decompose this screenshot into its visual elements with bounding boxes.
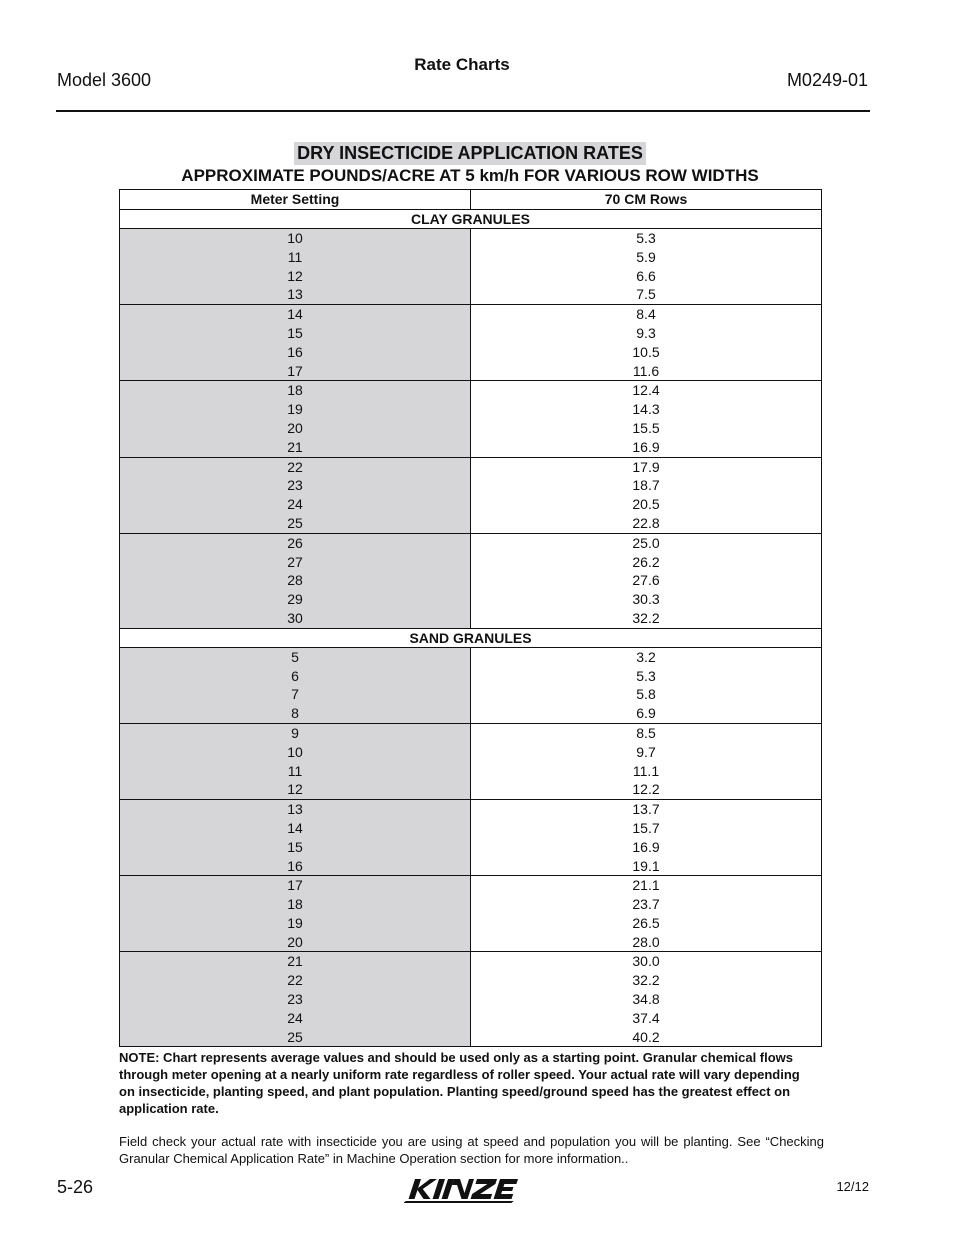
- rate-cell: 16.9: [632, 438, 660, 455]
- rate-cell: 18.7: [632, 477, 660, 494]
- field-check-text: Field check your actual rate with insecticide you are using at speed and population you will be planting. See “Checking Granular Chemical Application Rate” in Machine Operation section for more information..: [119, 1134, 824, 1166]
- meter-setting-cell: 14: [287, 819, 303, 836]
- table-row-group: [120, 534, 821, 629]
- chart-subtitle: APPROXIMATE POUNDS/ACRE AT 5 km/h FOR VARIOUS ROW WIDTHS: [181, 166, 759, 185]
- rate-cell: 26.5: [632, 914, 660, 931]
- rate-cell: 6.6: [636, 267, 656, 284]
- meter-setting-cell: 6: [291, 667, 299, 684]
- meter-setting-column: [120, 876, 470, 951]
- kinze-logo-mark: [404, 1176, 522, 1204]
- rate-cell: 11.6: [632, 362, 660, 379]
- meter-setting-column: [120, 800, 470, 875]
- rate-cell: 9.7: [636, 743, 656, 760]
- table-row-group: [120, 876, 821, 952]
- rate-cell: 37.4: [632, 1009, 660, 1026]
- section-label: SAND GRANULES: [120, 629, 821, 648]
- rate-cell: 16.9: [632, 838, 660, 855]
- rate-cell: 22.8: [632, 514, 660, 531]
- table-row-group: [120, 800, 821, 876]
- rate-cell: 32.2: [632, 972, 660, 989]
- rate-cell: 19.1: [632, 857, 660, 874]
- rate-cell: 26.2: [632, 553, 660, 570]
- title-wrap: [0, 142, 940, 165]
- meter-setting-cell: 20: [287, 933, 303, 950]
- meter-setting-column: [120, 381, 470, 456]
- meter-setting-cell: 25: [287, 514, 303, 531]
- rate-cell: 11.1: [632, 762, 660, 779]
- meter-setting-column: [120, 305, 470, 380]
- meter-setting-cell: 21: [287, 953, 303, 970]
- rate-cell: 15.5: [632, 419, 660, 436]
- col-header-rows: 70 CM Rows: [470, 190, 821, 209]
- meter-setting-cell: 18: [287, 382, 303, 399]
- meter-setting-cell: 16: [287, 343, 303, 360]
- meter-setting-cell: 5: [291, 648, 299, 665]
- rate-cell: 17.9: [632, 458, 660, 475]
- rate-column: [470, 229, 821, 304]
- rate-cell: 6.9: [636, 705, 656, 722]
- meter-setting-cell: 22: [287, 458, 303, 475]
- header-rule: [56, 110, 870, 112]
- meter-setting-cell: 7: [291, 686, 299, 703]
- rate-cell: 25.0: [632, 534, 660, 551]
- meter-setting-cell: 17: [287, 877, 303, 894]
- meter-setting-cell: 15: [287, 324, 303, 341]
- meter-setting-cell: 22: [287, 972, 303, 989]
- meter-setting-cell: 15: [287, 838, 303, 855]
- note-text: NOTE: Chart represents average values and should be used only as a starting point. Granular chemical flows through meter opening at a nearly uniform rate regardless of roller speed. Your actual rate will vary depending on insecticide, planting speed, and plant population. Planting speed/ground speed has the greatest effect on application rate.: [119, 1050, 800, 1116]
- meter-setting-cell: 12: [287, 267, 303, 284]
- col-header-meter: Meter Setting: [250, 191, 340, 207]
- chart-title: DRY INSECTICIDE APPLICATION RATES: [294, 142, 646, 165]
- meter-setting-cell: 16: [287, 857, 303, 874]
- meter-setting-column: [120, 458, 470, 533]
- rate-cell: 8.4: [636, 306, 656, 323]
- header-doc-id: M0249-01: [786, 70, 868, 90]
- meter-setting-cell: 18: [287, 896, 303, 913]
- rate-cell: 23.7: [632, 896, 660, 913]
- rate-cell: 10.5: [632, 343, 660, 360]
- meter-setting-cell: 10: [287, 743, 303, 760]
- rate-column: [470, 534, 821, 628]
- rate-cell: 14.3: [632, 401, 660, 418]
- meter-setting-cell: 14: [287, 306, 303, 323]
- rate-cell: 40.2: [632, 1028, 660, 1045]
- table-row-group: [120, 458, 821, 534]
- rate-column: [470, 648, 821, 723]
- header-model: Model 3600: [57, 70, 152, 90]
- rate-column: [470, 876, 821, 951]
- table-row-group: [120, 305, 821, 381]
- meter-setting-cell: 8: [291, 705, 299, 722]
- rate-cell: 9.3: [636, 324, 656, 341]
- meter-setting-cell: 25: [287, 1028, 303, 1045]
- meter-setting-cell: 13: [287, 801, 303, 818]
- rate-cell: 27.6: [632, 572, 660, 589]
- rate-cell: 8.5: [636, 724, 656, 741]
- meter-setting-column: [120, 229, 470, 304]
- meter-setting-cell: 19: [287, 401, 303, 418]
- rate-cell: 34.8: [632, 991, 660, 1008]
- rate-column: [470, 458, 821, 533]
- rate-cell: 30.0: [632, 953, 660, 970]
- meter-setting-cell: 30: [287, 609, 303, 626]
- meter-setting-cell: 28: [287, 572, 303, 589]
- rate-cell: 12.4: [632, 382, 660, 399]
- rate-table: [119, 189, 822, 1047]
- table-row-group: [120, 648, 821, 724]
- meter-setting-cell: 19: [287, 914, 303, 931]
- meter-setting-cell: 13: [287, 286, 303, 303]
- meter-setting-cell: 23: [287, 991, 303, 1008]
- rate-cell: 13.7: [632, 801, 660, 818]
- rate-cell: 5.8: [636, 686, 656, 703]
- rate-column: [470, 305, 821, 380]
- section-label: CLAY GRANULES: [120, 210, 821, 229]
- meter-setting-cell: 21: [287, 438, 303, 455]
- meter-setting-cell: 26: [287, 534, 303, 551]
- meter-setting-cell: 10: [287, 230, 303, 246]
- meter-setting-cell: 24: [287, 1009, 303, 1026]
- meter-setting-cell: 23: [287, 477, 303, 494]
- page-number: 5-26: [57, 1177, 94, 1197]
- meter-setting-column: [120, 724, 470, 799]
- table-row-group: [120, 724, 821, 800]
- meter-setting-cell: 12: [287, 781, 303, 798]
- rate-column: [470, 800, 821, 875]
- meter-setting-column: [120, 952, 470, 1046]
- meter-setting-column: [120, 648, 470, 723]
- kinze-logo: [404, 1176, 522, 1209]
- rate-cell: 28.0: [632, 933, 660, 950]
- table-row-group: [120, 381, 821, 457]
- rate-cell: 21.1: [632, 877, 660, 894]
- rate-cell: 20.5: [632, 496, 660, 513]
- meter-setting-cell: 17: [287, 362, 303, 379]
- meter-setting-cell: 29: [287, 591, 303, 608]
- rate-cell: 3.2: [636, 648, 656, 665]
- meter-setting-cell: 11: [287, 762, 303, 779]
- table-header-row: [120, 190, 821, 210]
- revision-date: 12/12: [836, 1179, 869, 1194]
- rate-cell: 5.3: [636, 667, 656, 684]
- rate-cell: 12.2: [632, 781, 660, 798]
- rate-column: [470, 381, 821, 456]
- rate-column: [470, 724, 821, 799]
- rate-cell: 32.2: [632, 609, 660, 626]
- rate-cell: 5.9: [636, 248, 656, 265]
- meter-setting-cell: 9: [291, 724, 299, 741]
- rate-cell: 5.3: [636, 230, 656, 246]
- rate-cell: 30.3: [632, 591, 660, 608]
- table-row-group: [120, 952, 821, 1046]
- table-row-group: [120, 229, 821, 305]
- rate-column: [470, 952, 821, 1046]
- header-section-title: Rate Charts: [414, 55, 510, 74]
- meter-setting-cell: 11: [287, 248, 303, 265]
- meter-setting-cell: 27: [287, 553, 303, 570]
- rate-cell: 7.5: [636, 286, 656, 303]
- meter-setting-cell: 24: [287, 496, 303, 513]
- meter-setting-cell: 20: [287, 419, 303, 436]
- rate-cell: 15.7: [632, 819, 660, 836]
- meter-setting-column: [120, 534, 470, 628]
